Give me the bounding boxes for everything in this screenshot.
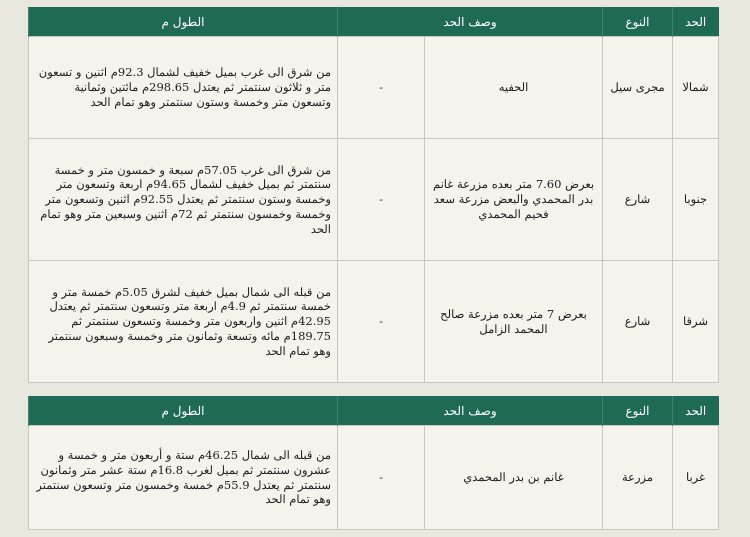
cell-type: مجرى سيل	[603, 37, 673, 139]
table-header-row	[29, 7, 719, 37]
header-length: الطول م	[29, 7, 338, 37]
table-header-row	[29, 396, 719, 426]
cell-type: مزرعة	[603, 426, 673, 530]
cell-description: غانم بن بدر المحمدي	[425, 426, 603, 530]
cell-description: الحفيه	[425, 37, 603, 139]
cell-extra: -	[338, 261, 425, 383]
header-side: الحد	[673, 396, 719, 426]
cell-type: شارع	[603, 261, 673, 383]
cell-side: جنوبا	[673, 139, 719, 261]
cell-extra: -	[338, 37, 425, 139]
table-row-north	[29, 37, 719, 139]
cell-length: من شرق الى غرب بميل خفيف لشمال 92.3م اثنين و تسعون متر و ثلاثون سنتمتر ثم يعتدل 298.65م مائتين وثمانية وتسعون متر وخمسة وستون سنتمتر وهو تمام الحد	[29, 37, 338, 139]
header-side: الحد	[673, 7, 719, 37]
table-row-east	[29, 261, 719, 383]
table-row-south	[29, 139, 719, 261]
table-row-west	[29, 426, 719, 530]
boundaries-table-bottom	[28, 396, 719, 530]
cell-description: بعرض 7.60 متر بعده مزرعة غانم بدر المحمدي والبعض مزرعة سعد فحيم المحمدي	[425, 139, 603, 261]
header-type: النوع	[603, 396, 673, 426]
cell-length: من قبله الى شمال بميل خفيف لشرق 5.05م خمسة متر و خمسة سنتمتر ثم 4.9م اربعة متر وتسعون سنتمتر ثم يعتدل 42.95م اثنين واربعون متر وخمسة وتسعون سنتمتر ثم 189.75م مائه وتسعة وثمانون متر وخمسة وسبعون سنتمتر وهو تمام الحد	[29, 261, 338, 383]
cell-side: غربا	[673, 426, 719, 530]
boundaries-table-top	[28, 7, 719, 383]
cell-side: شمالا	[673, 37, 719, 139]
cell-extra: -	[338, 426, 425, 530]
header-type: النوع	[603, 7, 673, 37]
header-description: وصف الحد	[338, 396, 603, 426]
header-description: وصف الحد	[338, 7, 603, 37]
header-length: الطول م	[29, 396, 338, 426]
cell-side: شرقا	[673, 261, 719, 383]
cell-length: من قبله الى شمال 46.25م ستة و أربعون متر و خمسة و عشرون سنتمتر ثم بميل لغرب 16.8م ستة عشر متر وثمانون سنتمتر ثم يعتدل 55.9م خمسة وخمسون متر وتسعون سنتمتر وهو تمام الحد	[29, 426, 338, 530]
cell-length: من شرق الى غرب 57.05م سبعة و خمسون متر و خمسة سنتمتر ثم بميل خفيف لشمال 94.65م اربعة وتسعون متر وخمسة وستون سنتمتر ثم يعتدل 92.55م اثنين وتسعون متر وخمسة وخمسون سنتمتر ثم 72م اثنين وسبعين متر وهو تمام الحد	[29, 139, 338, 261]
cell-extra: -	[338, 139, 425, 261]
cell-type: شارع	[603, 139, 673, 261]
cell-description: بعرض 7 متر بعده مزرعة صالح المحمد الزامل	[425, 261, 603, 383]
